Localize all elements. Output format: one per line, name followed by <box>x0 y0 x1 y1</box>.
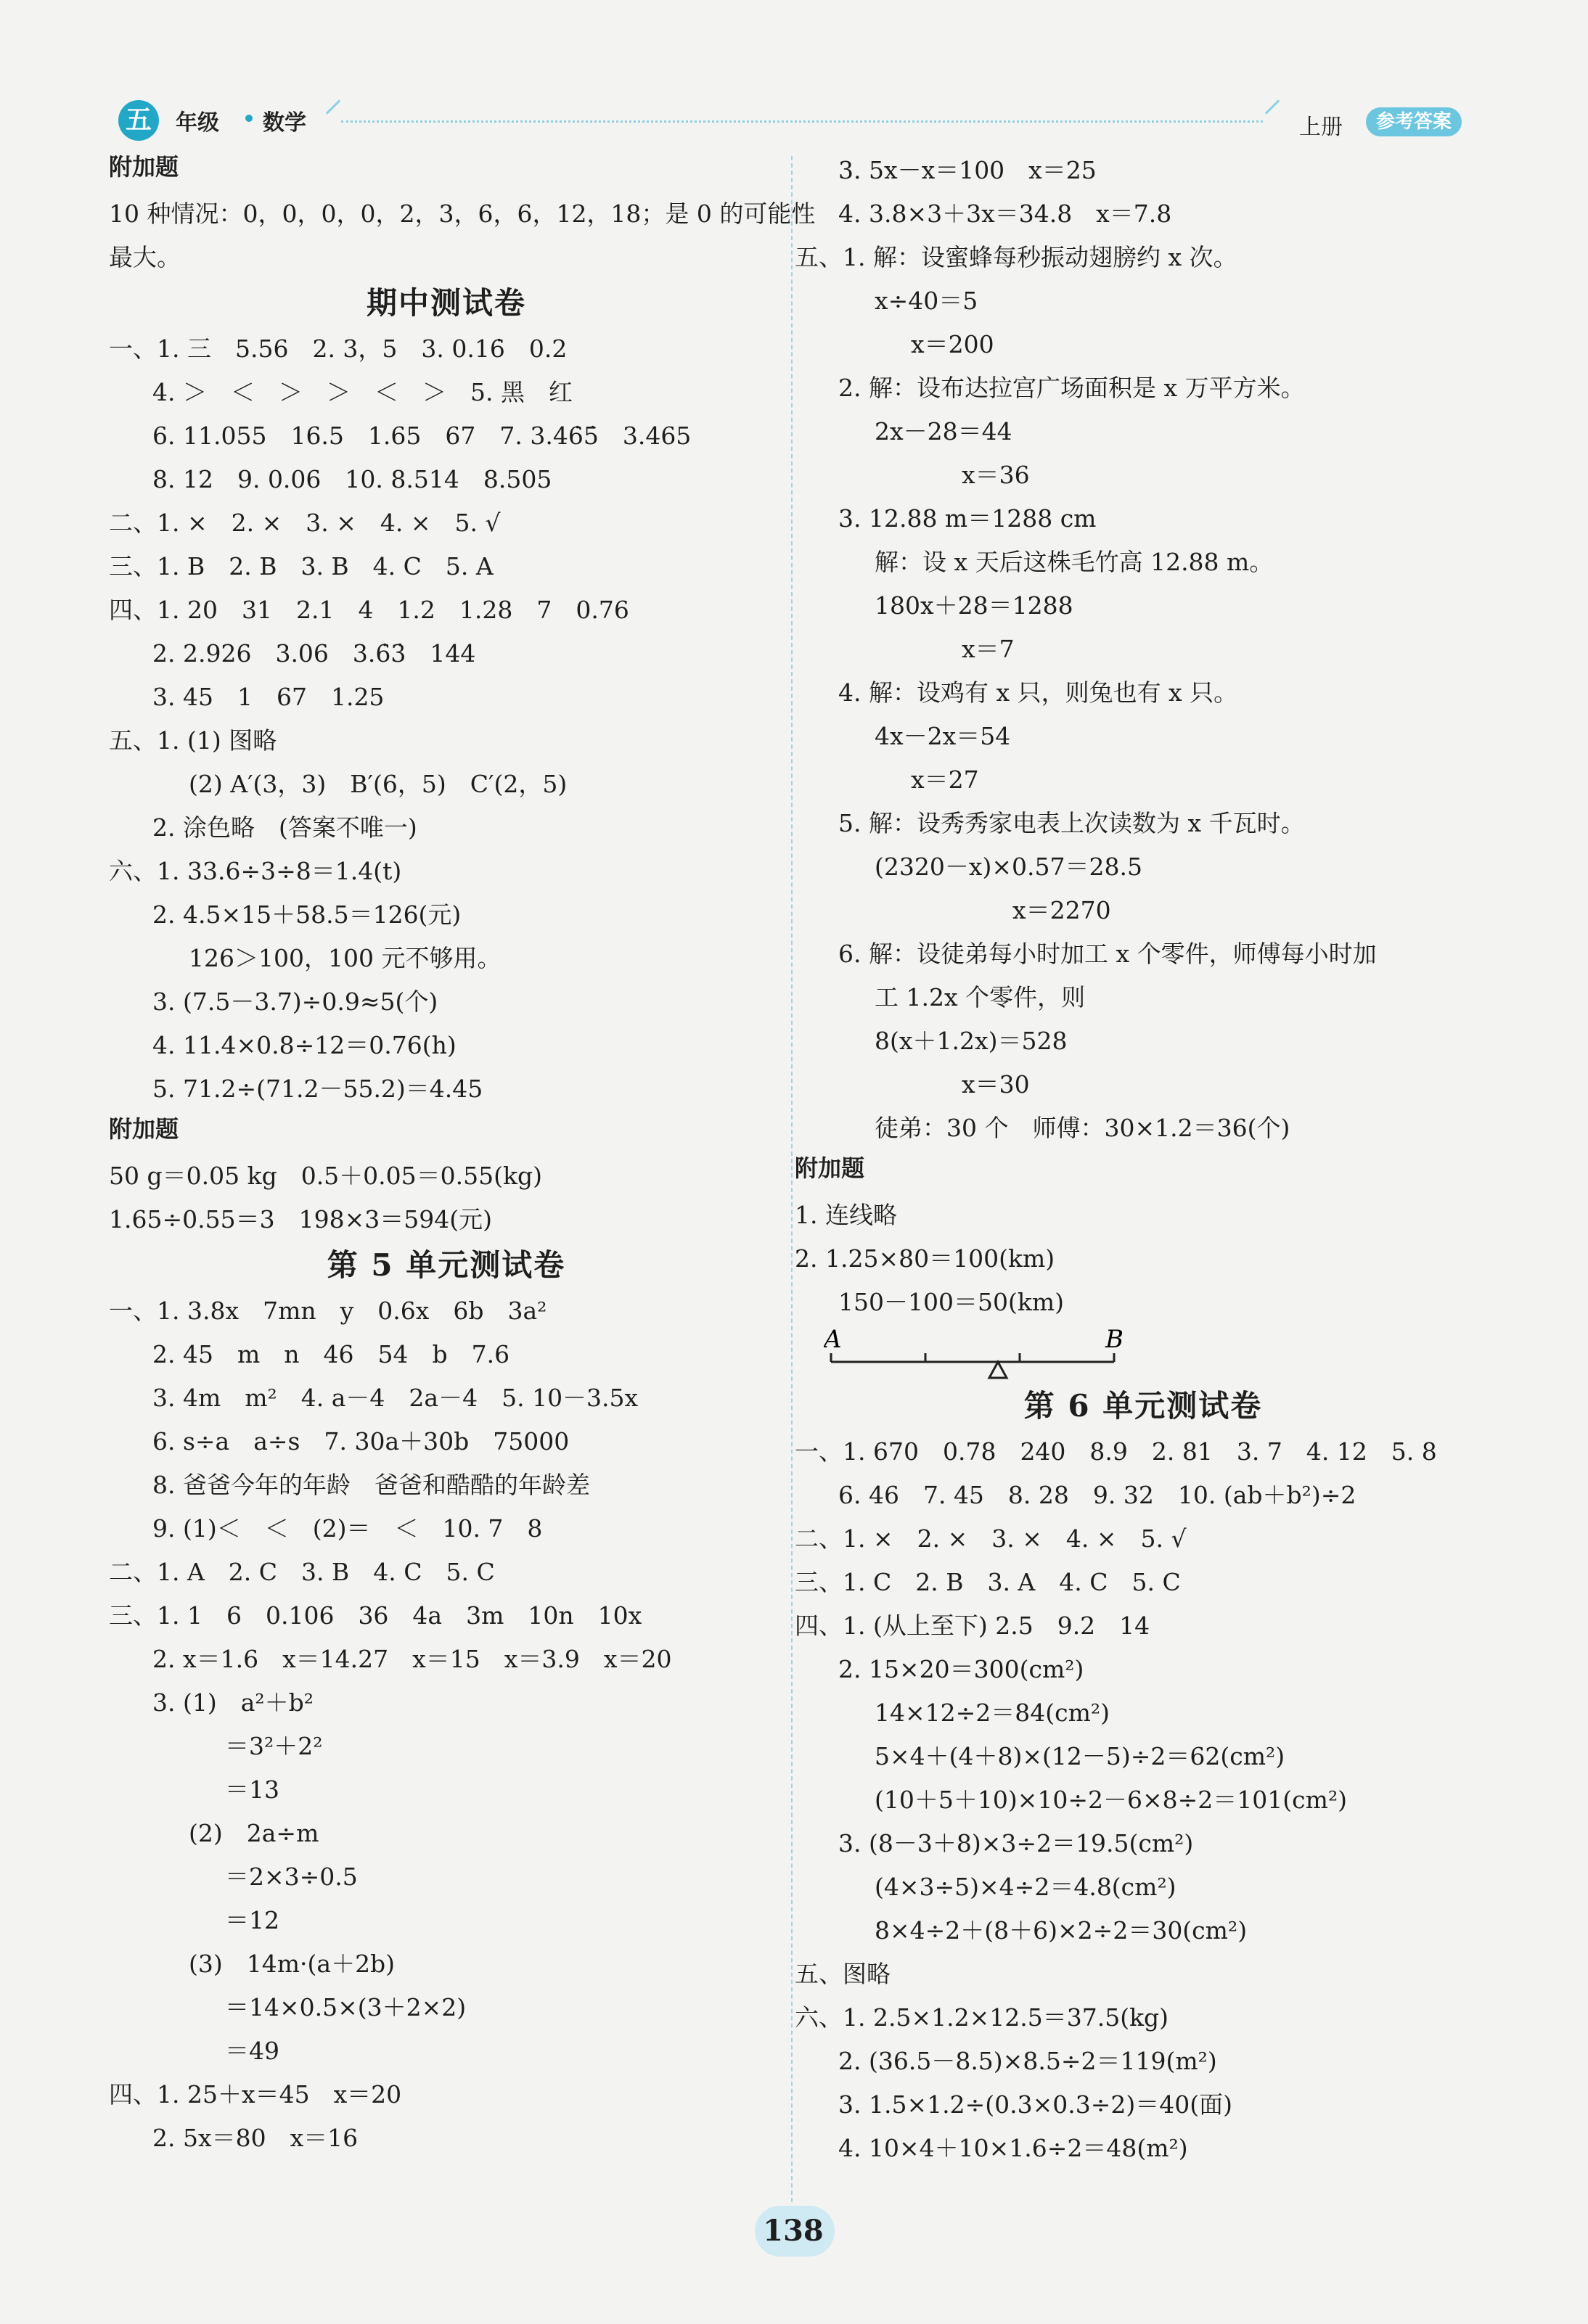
header-divider <box>326 99 341 115</box>
answer-line: (2) 2a÷m <box>189 1819 319 1847</box>
answer-line: (4×3÷5)×4÷2＝4.8(cm²) <box>875 1873 1176 1901</box>
answer-line: 三、1. B 2. B 3. B 4. C 5. A <box>109 552 494 580</box>
page-header <box>0 0 1588 145</box>
answer-line: 2. 5x＝80 x＝16 <box>152 2124 359 2152</box>
answer-line: 三、1. C 2. B 3. A 4. C 5. C <box>795 1568 1181 1596</box>
answer-line: 四、1. 25＋x＝45 x＝20 <box>109 2080 402 2109</box>
answer-line: ＝12 <box>225 1906 279 1934</box>
answer-line: 一、1. 3.8x 7mn y 0.6x 6b 3a² <box>109 1297 547 1325</box>
answer-line: ＝49 <box>225 2037 279 2065</box>
answer-line: 8×4÷2＋(8＋6)×2÷2＝30(cm²) <box>875 1916 1248 1945</box>
answer-line: 150－100＝50(km) <box>838 1288 1065 1316</box>
bonus-heading: 附加题 <box>109 153 179 181</box>
answer-line: x＝7 <box>962 635 1015 663</box>
answer-line: 工 1.2x 个零件，则 <box>875 983 1086 1011</box>
separator-dot <box>245 115 253 122</box>
answer-line: x＝2270 <box>1012 896 1111 924</box>
line-segment-graphic <box>824 1324 1129 1382</box>
header-divider <box>1265 99 1280 115</box>
answer-line: (2) A′(3，3) B′(6，5) C′(2，5) <box>189 770 568 798</box>
answer-line: 5×4＋(4＋8)×(12－5)÷2＝62(cm²) <box>875 1742 1285 1770</box>
answer-line: 1. 连线略 <box>795 1201 897 1229</box>
answer-line: x＝30 <box>962 1070 1030 1099</box>
answer-line: 3. 12.88 m＝1288 cm <box>838 504 1097 533</box>
answer-line: 6. s÷a a÷s 7. 30a＋30b 75000 <box>152 1427 570 1455</box>
subject-label: 数学 <box>263 110 306 136</box>
answer-line: ＝3²＋2² <box>225 1732 323 1760</box>
answer-line: 2. 2.926 3.06 3.6̇3̇ 144 <box>152 639 476 668</box>
bonus-heading: 附加题 <box>109 1115 179 1143</box>
answer-line: 8. 爸爸今年的年龄 爸爸和酷酷的年龄差 <box>152 1471 590 1499</box>
answer-line: 一、1. 670 0.78 240 8.9 2. 81 3. 7 4. 12 5. 8 <box>795 1437 1437 1466</box>
grade-badge: 五 <box>118 100 159 141</box>
answer-line: 10 种情况：0，0，0，0，2，3，6，6，12，18；是 0 的可能性 <box>109 200 816 228</box>
triangle-marker <box>989 1362 1007 1378</box>
answer-line: 最大。 <box>109 243 181 271</box>
answer-line: 2. 45 m n 46 54 b 7.6 <box>152 1340 510 1368</box>
answer-line: 四、1. 20 31 2.1 4 1.2 1.28 7 0.76 <box>109 596 629 624</box>
answer-line: x＝200 <box>911 330 994 358</box>
answer-line: 2. x＝1.6 x＝14.27 x＝15 x＝3.9 x＝20 <box>152 1645 672 1673</box>
answer-line: 六、1. 2.5×1.2×12.5＝37.5(kg) <box>795 2003 1169 2032</box>
answer-line: 三、1. 1 6 0.106 36 4a 3m 10n 10x <box>109 1601 642 1630</box>
answer-line: 2. 4.5×15＋58.5＝126(元) <box>152 900 462 929</box>
section-title: 期中测试卷 <box>366 285 526 321</box>
answer-line: 二、1. × 2. × 3. × 4. × 5. √ <box>795 1524 1187 1553</box>
section-title: 第 5 单元测试卷 <box>327 1247 566 1283</box>
point-label-a: A <box>824 1325 842 1354</box>
answer-line: 4x－2x＝54 <box>875 722 1011 750</box>
answer-line: ＝2×3÷0.5 <box>225 1863 358 1891</box>
answer-line: 8. 12 9. 0.06 10. 8.514 8.505 <box>152 465 552 493</box>
answer-line: 3. 1.5×1.2÷(0.3×0.3÷2)＝40(面) <box>838 2090 1232 2119</box>
right-column <box>795 149 1491 2170</box>
answer-line: x÷40＝5 <box>875 287 978 315</box>
answer-line: 5. 71.2÷(71.2－55.2)＝4.45 <box>152 1075 483 1103</box>
answer-line: (10＋5＋10)×10÷2－6×8÷2＝101(cm²) <box>875 1786 1348 1814</box>
answer-line: 6. 11.055 16.5 1.65 67 7. 3.46̇5̇ 3.465 <box>152 422 692 450</box>
answer-line: 14×12÷2＝84(cm²) <box>875 1699 1110 1727</box>
answer-line: 六、1. 33.6÷3÷8＝1.4(t) <box>109 857 402 885</box>
answer-line: 徒弟：30 个 师傅：30×1.2＝36(个) <box>875 1114 1290 1142</box>
answer-line: 3. (7.5－3.7)÷0.9≈5(个) <box>152 988 438 1016</box>
answer-line: 180x＋28＝1288 <box>875 591 1073 620</box>
answer-line: 8(x＋1.2x)＝528 <box>875 1027 1068 1055</box>
answer-line: 3. 4m m² 4. a－4 2a－4 5. 10－3.5x <box>152 1384 639 1412</box>
answer-line: 四、1. (从上至下) 2.5 9.2 14 <box>795 1611 1150 1640</box>
answer-line: 5. 解：设秀秀家电表上次读数为 x 千瓦时。 <box>838 809 1305 837</box>
grade-label: 年级 <box>176 110 219 136</box>
answer-line: x＝36 <box>962 461 1030 489</box>
answer-line: 3. (1) a²＋b² <box>152 1688 314 1717</box>
answer-line: 五、1. 解：设蜜蜂每秒振动翅膀约 x 次。 <box>795 243 1237 271</box>
header-rule <box>341 120 1263 123</box>
answer-line: 2x－28＝44 <box>875 417 1012 445</box>
answer-line: 二、1. A 2. C 3. B 4. C 5. C <box>109 1558 495 1586</box>
answer-line: 一、1. 三 5.56 2. 3，5 3. 0.16̇ 0.2 <box>109 334 568 363</box>
answer-line: 3. (8－3＋8)×3÷2＝19.5(cm²) <box>838 1829 1194 1857</box>
answer-line: 五、图略 <box>795 1960 891 1988</box>
answer-line: 4. 10×4＋10×1.6÷2＝48(m²) <box>838 2134 1188 2162</box>
answer-line: ＝13 <box>225 1775 279 1804</box>
page-number: 138 <box>763 2214 824 2248</box>
answer-line: 4. 解：设鸡有 x 只，则兔也有 x 只。 <box>838 678 1238 707</box>
answer-line: 50 g＝0.05 kg 0.5＋0.05＝0.55(kg) <box>109 1162 542 1190</box>
answer-line: (3) 14m·(a＋2b) <box>189 1950 396 1978</box>
answer-line: 解：设 x 天后这株毛竹高 12.88 m。 <box>875 548 1274 576</box>
answer-line: 2. (36.5－8.5)×8.5÷2＝119(m²) <box>838 2047 1217 2075</box>
answer-line: 1.65÷0.55＝3 198×3＝594(元) <box>109 1205 492 1233</box>
column-divider <box>791 156 793 2202</box>
distance-diagram <box>795 1324 1491 1382</box>
answer-line: 2. 涂色略 (答案不唯一) <box>152 813 417 842</box>
left-column <box>109 149 816 2160</box>
answer-line: 4. 3.8×3＋3x＝34.8 x＝7.8 <box>838 200 1172 228</box>
volume-label: 上册 <box>1299 115 1343 140</box>
answer-line: 五、1. (1) 图略 <box>109 726 277 755</box>
answer-line: 3. 45 1 67 1.25 <box>152 683 385 711</box>
answer-line: 9. (1)＜ ＜ (2)＝ ＜ 10. 7 8 <box>152 1514 543 1543</box>
answer-line: x＝27 <box>911 765 979 794</box>
bonus-heading: 附加题 <box>795 1154 865 1182</box>
answer-line: 2. 解：设布达拉宫广场面积是 x 万平方米。 <box>838 374 1305 402</box>
answers-badge: 参考答案 <box>1366 107 1462 136</box>
answer-line: (2320－x)×0.57＝28.5 <box>875 853 1142 881</box>
answer-line: 2. 15×20＝300(cm²) <box>838 1655 1084 1683</box>
answer-line: 126＞100，100 元不够用。 <box>189 944 502 972</box>
section-title: 第 6 单元测试卷 <box>1023 1388 1263 1424</box>
answer-line: 4. ＞ ＜ ＞ ＞ ＜ ＞ 5. 黑 红 <box>152 378 573 406</box>
point-label-b: B <box>1105 1325 1124 1354</box>
answer-line: 6. 解：设徒弟每小时加工 x 个零件，师傅每小时加 <box>838 940 1377 968</box>
answer-line: 二、1. × 2. × 3. × 4. × 5. √ <box>109 509 501 537</box>
answer-line: 2. 1.25×80＝100(km) <box>795 1244 1055 1273</box>
answer-line: 4. 11.4×0.8÷12＝0.76(h) <box>152 1031 457 1059</box>
answer-line: 3. 5x－x＝100 x＝25 <box>838 156 1097 184</box>
answer-line: ＝14×0.5×(3＋2×2) <box>225 1993 467 2021</box>
answer-line: 6. 46 7. 45 8. 28 9. 32 10. (ab＋b²)÷2 <box>838 1481 1356 1509</box>
